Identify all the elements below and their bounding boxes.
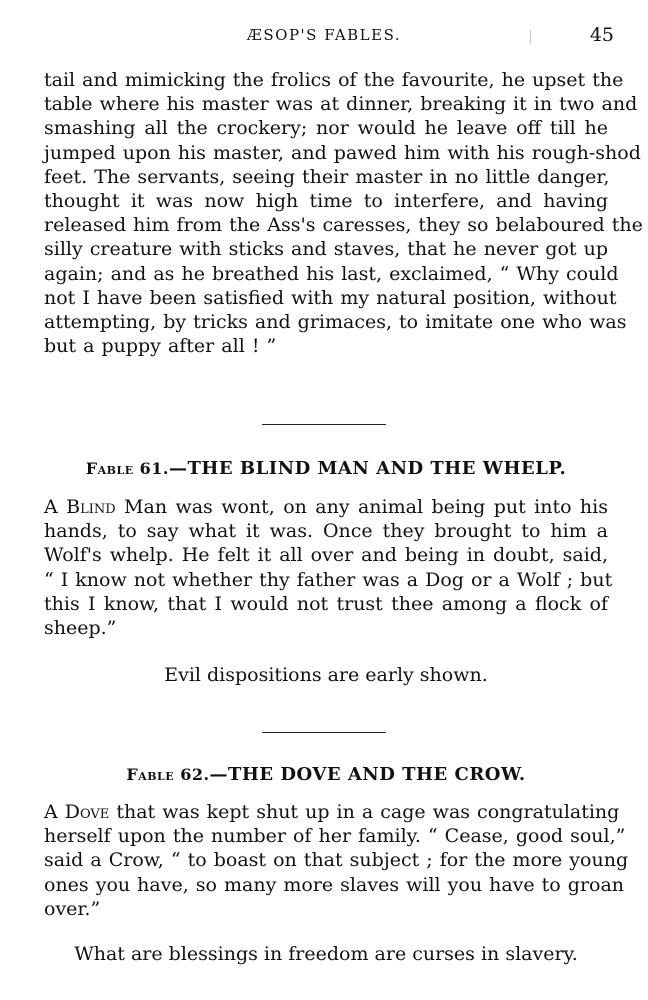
text-line: Wolf's whelp. He felt it all over and being in doubt, said,	[44, 544, 608, 567]
text-line: jumped upon his master, and pawed him with his rough-shod	[44, 141, 641, 164]
text-line: “ I know not whether thy father was a Dog or a Wolf ; but	[44, 568, 613, 591]
text-line: feet. The servants, seeing their master in no little danger,	[44, 165, 610, 188]
text-line: ones you have, so many more slaves will you have to groan	[44, 873, 625, 896]
text-line	[44, 800, 620, 824]
fable-61-moral: Evil dispositions are early shown.	[164, 664, 488, 686]
text-line: hands, to say what it was. Once they brought to him a	[44, 520, 608, 543]
running-head	[0, 26, 648, 48]
opening-words: A Blind	[44, 496, 116, 518]
text-line	[44, 495, 608, 519]
text-line: not I have been satisfied with my natural position, without	[44, 286, 617, 309]
text-line: silly creature with sticks and staves, that he never got up	[44, 238, 608, 261]
text-line: said a Crow, “ to boast on that subject ; for the more young	[44, 849, 629, 872]
section-divider	[262, 732, 386, 733]
fable-number: Fable 61.	[85, 459, 169, 478]
text-line: this I know, that I would not trust thee among a flock of	[44, 592, 608, 615]
text-line-rest: Man was wont, on any animal being put into his	[115, 496, 608, 518]
running-title: ÆSOP'S FABLES.	[246, 26, 402, 44]
text-line: released him from the Ass's caresses, they so belaboured the	[44, 214, 643, 237]
text-line: over.”	[44, 897, 101, 920]
fable-title: —THE DOVE AND THE CROW.	[209, 764, 526, 785]
fable-61-heading	[44, 458, 608, 479]
text-line: thought it was now high time to interfere, and having	[44, 190, 608, 213]
fable-number: Fable 62.	[126, 765, 210, 784]
text-line: table where his master was at dinner, breaking it in two and	[44, 93, 638, 116]
text-line: herself upon the number of her family. “ Cease, good soul,”	[44, 825, 626, 848]
section-divider	[262, 424, 386, 425]
text-line: tail and mimicking the frolics of the favourite, he upset the	[44, 69, 624, 91]
fable-title: —THE BLIND MAN AND THE WHELP.	[168, 458, 567, 479]
text-line: again; and as he breathed his last, exclaimed, “ Why could	[44, 262, 619, 285]
fable-61-body	[44, 495, 613, 640]
text-line: sheep.”	[44, 617, 117, 640]
fable-62-heading	[44, 764, 608, 785]
text-line: but a puppy after all ! ”	[44, 335, 277, 358]
text-line: attempting, by tricks and grimaces, to imitate one who was	[44, 311, 627, 334]
fable-62-body	[44, 800, 629, 921]
print-mark	[530, 30, 534, 44]
text-line: smashing all the crockery; nor would he leave off till he	[44, 117, 608, 140]
page-number: 45	[589, 24, 614, 46]
opening-words: A Dove	[44, 801, 110, 823]
fable-62-moral: What are blessings in freedom are curses in slavery.	[74, 943, 578, 965]
text-line-rest: that was kept shut up in a cage was congratulating	[109, 801, 620, 823]
continuation-paragraph	[44, 68, 643, 358]
